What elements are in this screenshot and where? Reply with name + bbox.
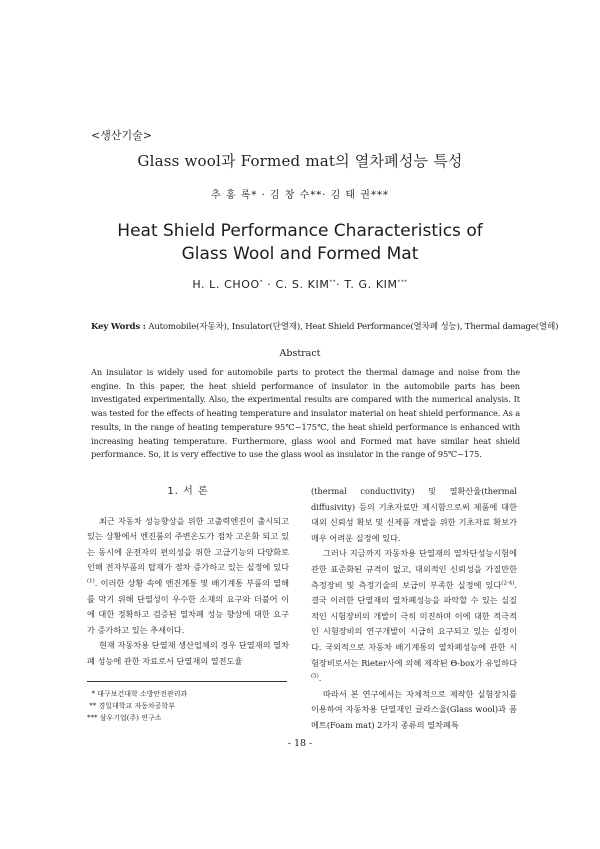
author-3: T. G. KIM xyxy=(344,278,398,291)
keywords xyxy=(91,320,559,332)
korean-title: Glass wool과 Formed mat의 열차폐성능 특성 xyxy=(137,152,463,170)
intro-paragraph-1-text-b: . 이러한 상황 속에 엔진계통 및 배기계통 부품의 열해를 막기 위해 단열성이 우수한 소재의 요구와 더불어 이에 대한 정확하고 검증된 열차폐 성능 향상에 대한 요구가 증가하고 있는 추세이다. xyxy=(87,577,289,635)
right-paragraph-3: 따라서 본 연구에서는 자체적으로 제작한 실험장치를 이용하여 자동차용 단열재인 글라스울(Glass wool)과 폼메트(Foam mat) 2가지 종류의 열차폐특 xyxy=(311,688,517,730)
english-title xyxy=(0,220,600,266)
intro-paragraph-2: 현재 자동차용 단열재 생산업체의 경우 단열재의 열차폐 성능에 관한 자료로서 단열재의 열전도율 xyxy=(87,640,289,666)
intro-paragraph-1 xyxy=(87,514,289,639)
right-paragraph-2-text-b: . 결국 이러한 단열재의 열차폐성능을 파악할 수 있는 실질적인 시험장비의 개발이 극히 미진하며 이에 대한 적극적인 시험장비의 연구개발이 시급히 요구되고 있는 실정이다. 국외적으로 자동차 배기계통의 열차폐성능에 관한 시험장비로서는 Rieter사에 의해 제작된 Θ-box가 유일하다 xyxy=(311,579,517,668)
footnote-3: *** 삼우기업(주) 연구소 xyxy=(87,714,162,722)
author-2-mark: ** xyxy=(329,279,337,286)
keywords-text: Automobile(자동차), Insulator(단열재), Heat Shield Performance(열차폐 성능), Thermal damage(열해) xyxy=(148,322,559,332)
footnote-divider xyxy=(87,681,287,682)
right-paragraph-2-text-c: . xyxy=(318,673,322,684)
keywords-label: Key Words : xyxy=(91,322,146,332)
abstract-body: An insulator is widely used for automobile parts to protect the thermal damage and noise from the engine. In this paper, the heat shield performance of insulator in the automobile parts has been investigated experimentally. Also, the experimental results are compared with the numerical analysis. It was tested for the effects of heating temperature and insulator material on heat shield performance. As a results, in the range of heating temperature 95℃~175℃, the heat shield performance is enhanced with increasing heating temperature. Furthermore, glass wool and Formed mat have similar heat shield performance. So, it is very effective to use the glass wool as insulator in the range of 95℃~175. xyxy=(91,367,520,460)
right-paragraph-2-text-a: 그러나 지금까지 자동차용 단열재의 열차단성능시험에 관한 표준화된 규격이 없고, 대외적인 신뢰성을 가질만한 측정장비 및 측정기술의 보급이 부족한 실정에 있다 xyxy=(311,548,517,590)
korean-authors: 추 홍 록* · 김 창 수**· 김 태 권*** xyxy=(211,190,389,201)
left-column xyxy=(87,484,289,670)
author-separator: · xyxy=(336,278,345,291)
category-label: <생산기술> xyxy=(91,129,152,142)
citation-5: (5) xyxy=(311,673,319,680)
right-column xyxy=(311,484,517,734)
right-paragraph-2 xyxy=(311,546,517,686)
author-2: C. S. KIM xyxy=(275,278,330,291)
citation-2-4: (2-4) xyxy=(501,579,515,586)
citation-1: (1) xyxy=(87,578,95,585)
footnote-1: * 대구보건대학 소방안전관리과 xyxy=(87,690,188,698)
author-1: H. L. CHOO xyxy=(192,278,260,291)
abstract-heading: Abstract xyxy=(279,348,321,359)
english-authors xyxy=(0,278,600,291)
footnote-2: ** 경일대학교 자동차공학부 xyxy=(87,702,176,710)
author-3-mark: *** xyxy=(397,279,408,286)
page-number: - 18 - xyxy=(287,738,313,749)
footnotes xyxy=(87,688,187,724)
english-title-line-2: Glass Wool and Formed Mat xyxy=(181,244,419,264)
intro-paragraph-1-text-a: 최근 자동차 성능향상을 위한 고출력엔진이 출시되고 있는 상황에서 엔진룸의 주변온도가 점차 고온화 되고 있는 동시에 운전자의 편의성을 위한 고급기능의 다양화로 인해 전자부품의 탑재가 점차 증가하고 있는 실정에 있다 xyxy=(87,515,289,573)
right-paragraph-1: (thermal conductivity) 및 열확산율(thermal diffusivity) 등의 기초자료만 제시함으로써 제품에 대한 대외 신뢰성 확보 및 신제품 개발을 위한 기초자료 확보가 매우 어려운 실정에 있다. xyxy=(311,486,517,543)
section-heading-introduction: 1. 서 론 xyxy=(167,486,209,497)
english-title-line-1: Heat Shield Performance Characteristics of xyxy=(117,221,483,241)
author-separator: · xyxy=(263,278,276,291)
author-1-mark: * xyxy=(259,279,264,286)
